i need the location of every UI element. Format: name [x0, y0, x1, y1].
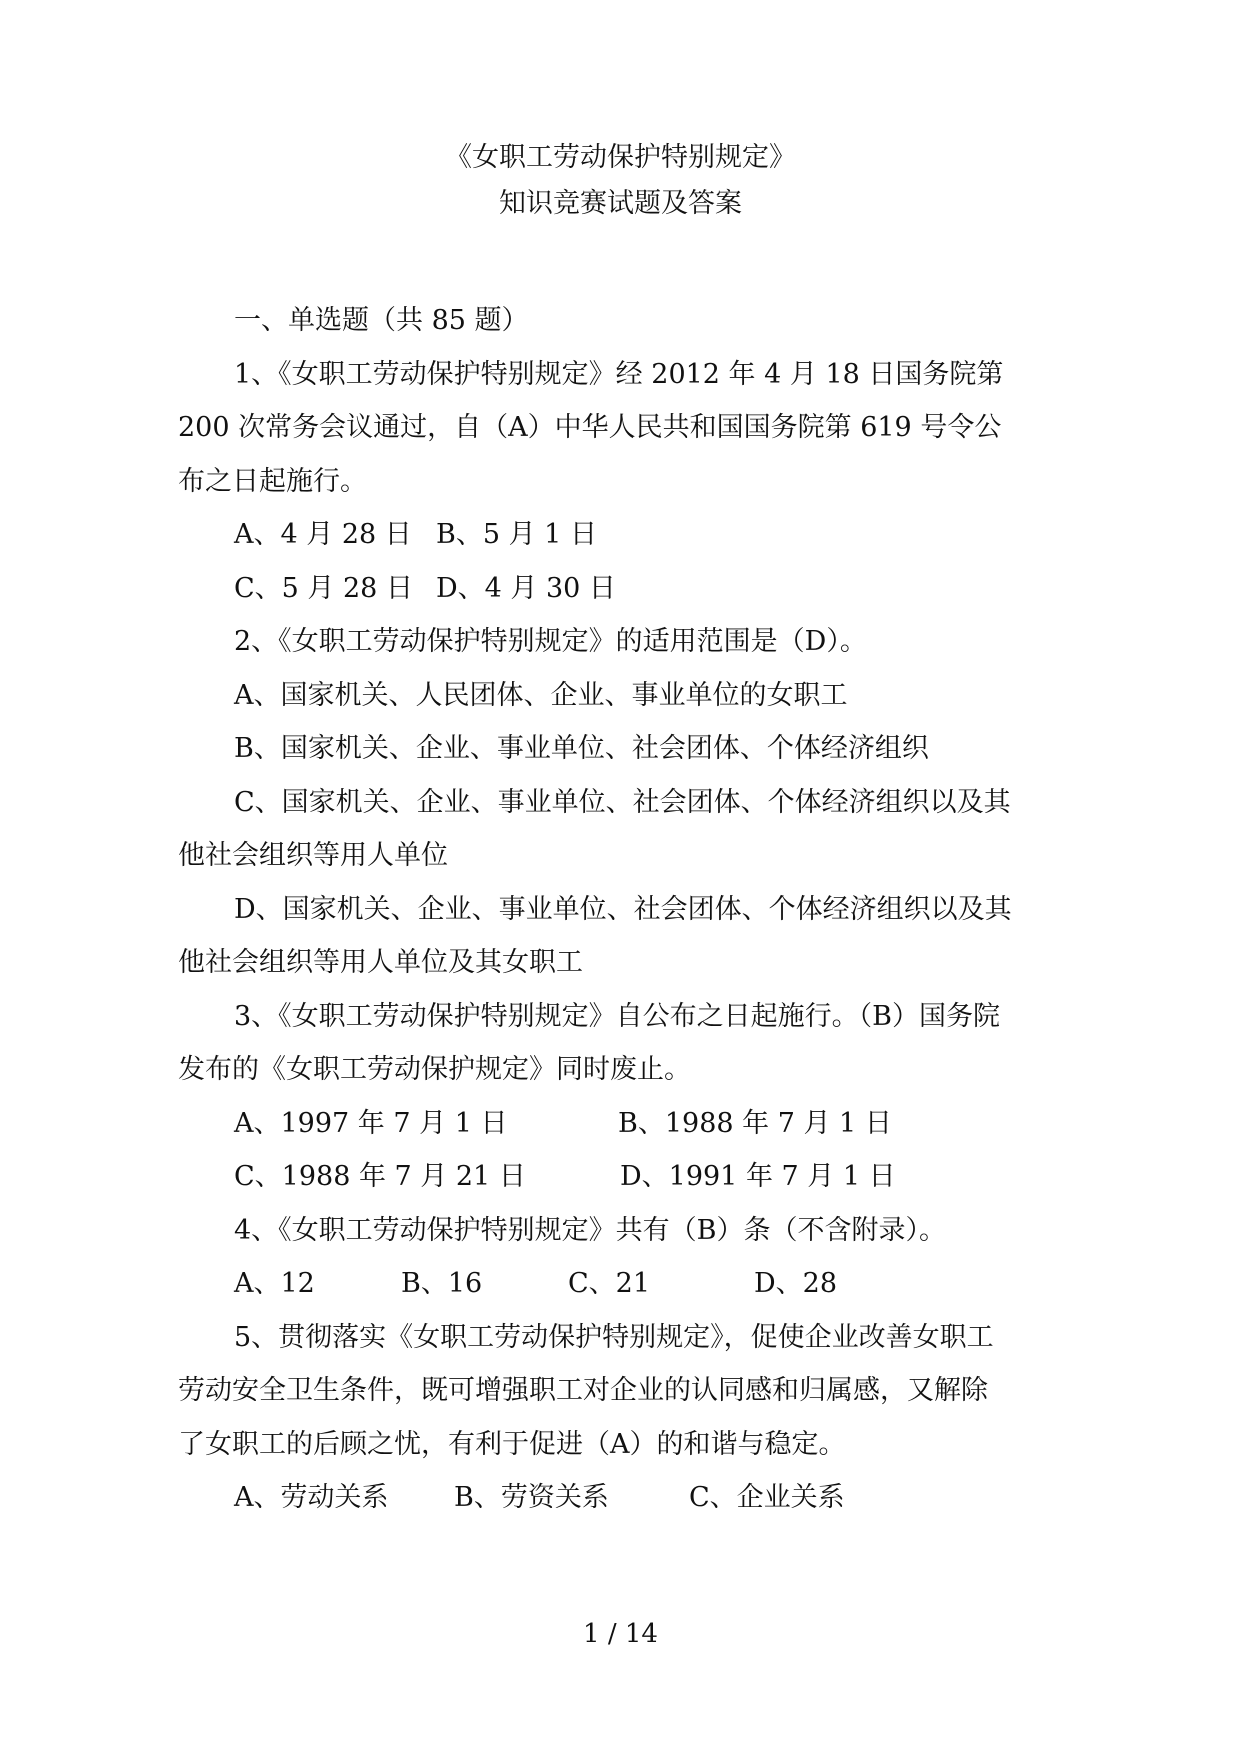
question-4 — [178, 1204, 1068, 1311]
question-3 — [178, 990, 1068, 1204]
option-c: C、5 月 28 日 — [234, 572, 413, 604]
option-d: D、4 月 30 日 — [436, 572, 616, 604]
option-a: A、1997 年 7 月 1 日 — [234, 1107, 508, 1139]
option-d: D、28 — [754, 1268, 838, 1299]
option-row — [178, 1257, 1068, 1311]
question-text-line: 布之日起施行。 — [178, 465, 367, 497]
question-text-line: 5、贯彻落实《女职工劳动保护特别规定》，促使企业改善女职工 — [234, 1321, 994, 1353]
question-text-line: 3、《女职工劳动保护特别规定》自公布之日起施行。（B）国务院 — [234, 1000, 1001, 1032]
question-text-line: 发布的《女职工劳动保护规定》同时废止。 — [178, 1054, 691, 1085]
option-a: A、4 月 28 日 — [234, 519, 412, 550]
option-c-continued: 他社会组织等用人单位 — [178, 840, 448, 871]
question-text-line: 200 次常务会议通过，自（A）中华人民共和国国务院第 619 号令公 — [178, 412, 1002, 443]
option-d: D、国家机关、企业、事业单位、社会团体、个体经济组织以及其 — [234, 893, 1012, 925]
option-a: A、劳动关系 — [234, 1482, 389, 1513]
question-2 — [178, 615, 1068, 990]
option-row — [178, 508, 1068, 562]
option-b: B、国家机关、企业、事业单位、社会团体、个体经济组织 — [234, 733, 929, 764]
option-b: B、16 — [401, 1268, 483, 1299]
option-d: D、1991 年 7 月 1 日 — [620, 1161, 896, 1192]
question-1 — [178, 348, 1068, 616]
question-text-line: 2、《女职工劳动保护特别规定》的适用范围是（D）。 — [234, 626, 867, 657]
document-body — [178, 294, 1068, 1525]
question-text-line: 了女职工的后顾之忧，有利于促进（A）的和谐与稳定。 — [178, 1428, 846, 1460]
option-c: C、1988 年 7 月 21 日 — [234, 1161, 526, 1192]
option-b: B、1988 年 7 月 1 日 — [618, 1107, 892, 1139]
option-c: C、国家机关、企业、事业单位、社会团体、个体经济组织以及其 — [234, 786, 1011, 818]
option-d-continued: 他社会组织等用人单位及其女职工 — [178, 947, 583, 978]
option-row — [178, 1097, 1068, 1151]
page-number: 1 / 14 — [583, 1619, 658, 1649]
option-row — [178, 1150, 1068, 1204]
option-row — [178, 562, 1068, 616]
question-text-line: 1、《女职工劳动保护特别规定》经 2012 年 4 月 18 日国务院第 — [234, 358, 1004, 390]
option-a: A、12 — [234, 1268, 315, 1299]
option-a: A、国家机关、人民团体、企业、事业单位的女职工 — [234, 679, 848, 711]
document-title-line-1: 《女职工劳动保护特别规定》 — [445, 142, 796, 173]
question-5 — [178, 1311, 1068, 1525]
option-b: B、劳资关系 — [454, 1482, 609, 1513]
question-text-line: 4、《女职工劳动保护特别规定》共有（B）条（不含附录）。 — [234, 1214, 947, 1246]
option-c: C、企业关系 — [689, 1482, 845, 1513]
section-heading: 一、单选题（共 85 题） — [234, 305, 529, 336]
option-b: B、5 月 1 日 — [436, 519, 597, 550]
option-row — [178, 1471, 1068, 1525]
question-text-line: 劳动安全卫生条件，既可增强职工对企业的认同感和归属感，又解除 — [178, 1375, 988, 1406]
document-title-line-2: 知识竞赛试题及答案 — [499, 188, 742, 219]
option-c: C、21 — [568, 1268, 651, 1299]
